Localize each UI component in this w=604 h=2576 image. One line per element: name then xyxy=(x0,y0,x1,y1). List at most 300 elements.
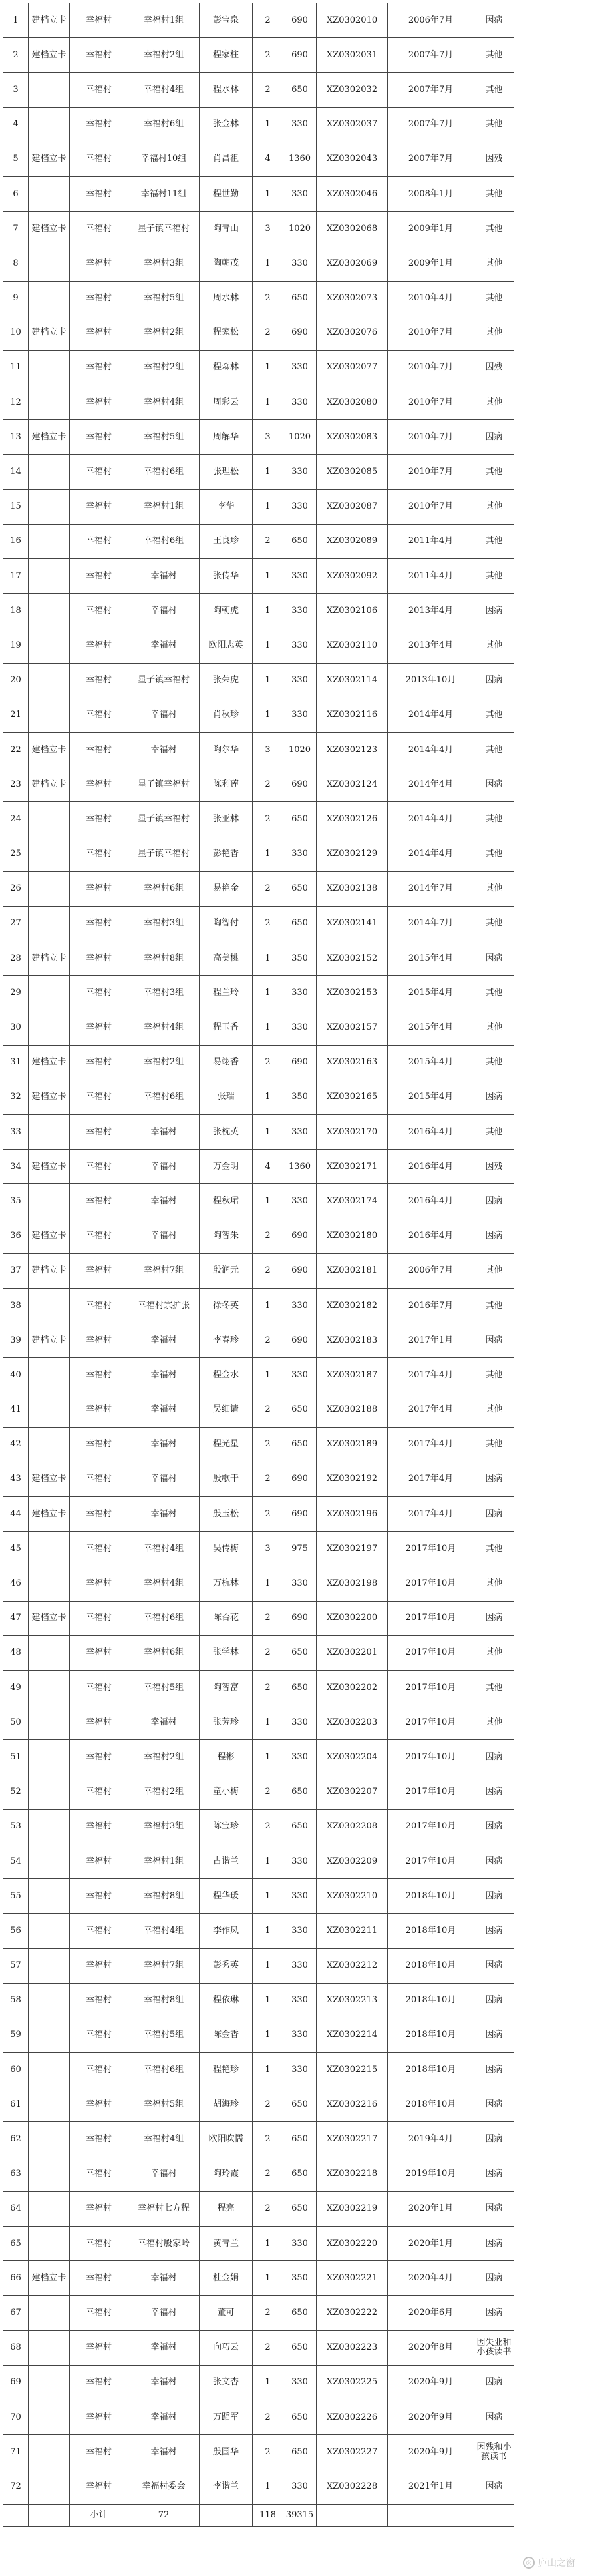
row-date: 2014年4月 xyxy=(388,698,474,732)
row-reason: 因病 xyxy=(474,1983,514,2018)
row-reason: 因病 xyxy=(474,1948,514,1983)
row-group: 幸福村 xyxy=(128,1115,200,1150)
row-reason: 因病 xyxy=(474,2365,514,2400)
row-village: 幸福村 xyxy=(70,38,128,73)
row-group: 幸福村8组 xyxy=(128,1983,200,2018)
row-category: 建档立卡 xyxy=(29,1150,70,1184)
row-id: XZ0302152 xyxy=(317,941,388,976)
table-row xyxy=(3,698,514,732)
row-name: 张亚林 xyxy=(200,802,253,837)
row-people: 3 xyxy=(253,1532,283,1566)
row-amount: 690 xyxy=(283,1045,317,1080)
row-name: 吴细请 xyxy=(200,1393,253,1427)
row-date: 2010年7月 xyxy=(388,455,474,489)
row-village: 幸福村 xyxy=(70,142,128,176)
row-reason: 其他 xyxy=(474,281,514,316)
row-date: 2016年4月 xyxy=(388,1150,474,1184)
row-name: 高美桃 xyxy=(200,941,253,976)
row-index: 12 xyxy=(3,385,29,420)
row-index: 14 xyxy=(3,455,29,489)
row-reason: 其他 xyxy=(474,385,514,420)
row-date: 2017年4月 xyxy=(388,1393,474,1427)
row-group: 幸福村 xyxy=(128,628,200,663)
row-village: 幸福村 xyxy=(70,732,128,767)
row-group: 星子镇幸福村 xyxy=(128,767,200,802)
row-group: 幸福村6组 xyxy=(128,1080,200,1114)
row-group: 幸福村5组 xyxy=(128,2087,200,2122)
row-index: 33 xyxy=(3,1115,29,1150)
row-group: 幸福村10组 xyxy=(128,142,200,176)
row-name: 童小梅 xyxy=(200,1775,253,1809)
row-group: 幸福村 xyxy=(128,594,200,628)
row-village: 幸福村 xyxy=(70,212,128,246)
table-row xyxy=(3,871,514,906)
row-people: 2 xyxy=(253,1427,283,1462)
row-people: 3 xyxy=(253,420,283,455)
row-amount: 690 xyxy=(283,38,317,73)
table-row xyxy=(3,906,514,941)
row-reason: 因残 xyxy=(474,142,514,176)
row-date: 2017年4月 xyxy=(388,1427,474,1462)
row-id: XZ0302182 xyxy=(317,1288,388,1323)
row-reason: 因病 xyxy=(474,2122,514,2157)
row-reason: 因病 xyxy=(474,2469,514,2504)
table-row xyxy=(3,2191,514,2226)
row-date: 2014年4月 xyxy=(388,802,474,837)
row-name: 张理松 xyxy=(200,455,253,489)
row-name: 彭艳香 xyxy=(200,837,253,871)
table-row xyxy=(3,1184,514,1219)
row-reason: 其他 xyxy=(474,1532,514,1566)
row-amount: 1360 xyxy=(283,1150,317,1184)
row-people: 2 xyxy=(253,1635,283,1670)
row-index: 29 xyxy=(3,976,29,1010)
row-village: 幸福村 xyxy=(70,976,128,1010)
row-category xyxy=(29,628,70,663)
row-id: XZ0302215 xyxy=(317,2053,388,2087)
row-amount: 330 xyxy=(283,1879,317,1914)
row-category xyxy=(29,976,70,1010)
row-name: 殷歌干 xyxy=(200,1462,253,1496)
row-name: 程世勤 xyxy=(200,176,253,211)
row-name: 殷润元 xyxy=(200,1253,253,1288)
row-village: 幸福村 xyxy=(70,2435,128,2469)
row-group: 幸福村 xyxy=(128,1462,200,1496)
row-index: 5 xyxy=(3,142,29,176)
row-date: 2021年1月 xyxy=(388,2469,474,2504)
row-date: 2010年7月 xyxy=(388,316,474,350)
row-id: XZ0302189 xyxy=(317,1427,388,1462)
row-date: 2013年4月 xyxy=(388,594,474,628)
row-reason: 因病 xyxy=(474,1740,514,1775)
row-category: 建档立卡 xyxy=(29,3,70,38)
row-id: XZ0302212 xyxy=(317,1948,388,1983)
row-reason: 因病 xyxy=(474,3,514,38)
relief-roster-sheet xyxy=(3,3,514,2527)
row-village: 幸福村 xyxy=(70,1740,128,1775)
row-index: 60 xyxy=(3,2053,29,2087)
row-index: 15 xyxy=(3,489,29,524)
row-village: 幸福村 xyxy=(70,2296,128,2330)
table-row xyxy=(3,212,514,246)
subtotal-cell-id xyxy=(317,2504,388,2526)
table-row xyxy=(3,1809,514,1844)
row-id: XZ0302114 xyxy=(317,663,388,698)
row-date: 2010年7月 xyxy=(388,350,474,385)
row-group: 幸福村6组 xyxy=(128,2053,200,2087)
row-amount: 330 xyxy=(283,2227,317,2261)
row-index: 59 xyxy=(3,2018,29,2052)
row-village: 幸福村 xyxy=(70,2261,128,2296)
row-id: XZ0302171 xyxy=(317,1150,388,1184)
row-id: XZ0302216 xyxy=(317,2087,388,2122)
row-amount: 330 xyxy=(283,1705,317,1740)
row-people: 2 xyxy=(253,2296,283,2330)
row-village: 幸福村 xyxy=(70,1150,128,1184)
row-category xyxy=(29,2191,70,2226)
table-row xyxy=(3,1253,514,1288)
row-name: 向巧云 xyxy=(200,2330,253,2365)
row-village: 幸福村 xyxy=(70,1948,128,1983)
row-village: 幸福村 xyxy=(70,1635,128,1670)
table-row xyxy=(3,2469,514,2504)
row-name: 万金明 xyxy=(200,1150,253,1184)
row-name: 程亮 xyxy=(200,2191,253,2226)
row-amount: 975 xyxy=(283,1532,317,1566)
table-row xyxy=(3,3,514,38)
row-index: 44 xyxy=(3,1497,29,1532)
row-index: 16 xyxy=(3,524,29,558)
row-amount: 650 xyxy=(283,73,317,107)
table-row xyxy=(3,2087,514,2122)
row-village: 幸福村 xyxy=(70,837,128,871)
row-id: XZ0302183 xyxy=(317,1323,388,1358)
row-name: 易艳金 xyxy=(200,871,253,906)
row-id: XZ0302227 xyxy=(317,2435,388,2469)
row-date: 2014年4月 xyxy=(388,767,474,802)
row-category xyxy=(29,1393,70,1427)
row-village: 幸福村 xyxy=(70,385,128,420)
row-amount: 330 xyxy=(283,350,317,385)
row-reason: 因病 xyxy=(474,2087,514,2122)
row-village: 幸福村 xyxy=(70,1288,128,1323)
row-people: 1 xyxy=(253,1288,283,1323)
row-reason: 因病 xyxy=(474,1601,514,1635)
row-id: XZ0302032 xyxy=(317,73,388,107)
row-people: 1 xyxy=(253,1080,283,1114)
row-name: 程艳珍 xyxy=(200,2053,253,2087)
row-name: 陶朝茂 xyxy=(200,246,253,281)
row-id: XZ0302226 xyxy=(317,2400,388,2434)
row-people: 1 xyxy=(253,2227,283,2261)
row-amount: 330 xyxy=(283,628,317,663)
row-name: 张瑞 xyxy=(200,1080,253,1114)
row-amount: 330 xyxy=(283,1566,317,1601)
row-name: 程彬 xyxy=(200,1740,253,1775)
row-group: 幸福村4组 xyxy=(128,1010,200,1045)
row-reason: 因病 xyxy=(474,2191,514,2226)
table-row xyxy=(3,1323,514,1358)
row-name: 徐冬英 xyxy=(200,1288,253,1323)
row-index: 19 xyxy=(3,628,29,663)
row-people: 2 xyxy=(253,1601,283,1635)
row-category xyxy=(29,1635,70,1670)
row-date: 2019年4月 xyxy=(388,2122,474,2157)
table-row xyxy=(3,2261,514,2296)
table-row xyxy=(3,1497,514,1532)
row-people: 2 xyxy=(253,2087,283,2122)
row-people: 2 xyxy=(253,1809,283,1844)
subtotal-households: 72 xyxy=(128,2504,200,2526)
row-people: 1 xyxy=(253,663,283,698)
row-category xyxy=(29,2365,70,2400)
row-people: 1 xyxy=(253,2261,283,2296)
row-name: 彭宝泉 xyxy=(200,3,253,38)
row-group: 幸福村 xyxy=(128,2296,200,2330)
row-people: 2 xyxy=(253,281,283,316)
row-date: 2011年4月 xyxy=(388,559,474,594)
row-village: 幸福村 xyxy=(70,1983,128,2018)
table-row xyxy=(3,2227,514,2261)
source-watermark xyxy=(523,2555,575,2571)
row-id: XZ0302204 xyxy=(317,1740,388,1775)
row-id: XZ0302126 xyxy=(317,802,388,837)
row-category: 建档立卡 xyxy=(29,1080,70,1114)
row-id: XZ0302073 xyxy=(317,281,388,316)
row-category: 建档立卡 xyxy=(29,2261,70,2296)
table-row xyxy=(3,246,514,281)
row-amount: 330 xyxy=(283,455,317,489)
row-category xyxy=(29,1844,70,1878)
row-index: 8 xyxy=(3,246,29,281)
row-group: 幸福村5组 xyxy=(128,2018,200,2052)
row-amount: 650 xyxy=(283,1671,317,1705)
row-amount: 330 xyxy=(283,1358,317,1393)
row-index: 58 xyxy=(3,1983,29,2018)
row-index: 72 xyxy=(3,2469,29,2504)
row-date: 2017年10月 xyxy=(388,1635,474,1670)
row-people: 2 xyxy=(253,2122,283,2157)
row-id: XZ0302181 xyxy=(317,1253,388,1288)
row-name: 程家柱 xyxy=(200,38,253,73)
row-id: XZ0302228 xyxy=(317,2469,388,2504)
row-reason: 因病 xyxy=(474,1184,514,1219)
row-date: 2006年7月 xyxy=(388,3,474,38)
row-date: 2014年4月 xyxy=(388,732,474,767)
row-category: 建档立卡 xyxy=(29,732,70,767)
row-category: 建档立卡 xyxy=(29,1219,70,1253)
row-people: 1 xyxy=(253,1879,283,1914)
table-row xyxy=(3,1219,514,1253)
row-id: XZ0302141 xyxy=(317,906,388,941)
table-row xyxy=(3,1948,514,1983)
row-amount: 1020 xyxy=(283,212,317,246)
row-village: 幸福村 xyxy=(70,2365,128,2400)
table-row xyxy=(3,767,514,802)
row-reason: 其他 xyxy=(474,1635,514,1670)
row-people: 1 xyxy=(253,107,283,142)
row-name: 陈金香 xyxy=(200,2018,253,2052)
row-group: 幸福村委会 xyxy=(128,2469,200,2504)
row-category xyxy=(29,1914,70,1948)
row-category xyxy=(29,559,70,594)
table-row xyxy=(3,1393,514,1427)
row-category xyxy=(29,107,70,142)
row-reason: 其他 xyxy=(474,1288,514,1323)
row-category xyxy=(29,2018,70,2052)
row-people: 1 xyxy=(253,698,283,732)
row-index: 28 xyxy=(3,941,29,976)
row-people: 1 xyxy=(253,350,283,385)
table-row xyxy=(3,1462,514,1496)
row-village: 幸福村 xyxy=(70,1671,128,1705)
table-row xyxy=(3,350,514,385)
table-row xyxy=(3,1288,514,1323)
row-village: 幸福村 xyxy=(70,1914,128,1948)
row-index: 13 xyxy=(3,420,29,455)
table-row xyxy=(3,663,514,698)
row-people: 1 xyxy=(253,1115,283,1150)
row-id: XZ0302092 xyxy=(317,559,388,594)
row-people: 2 xyxy=(253,767,283,802)
row-village: 幸福村 xyxy=(70,489,128,524)
row-village: 幸福村 xyxy=(70,1080,128,1114)
row-category: 建档立卡 xyxy=(29,1497,70,1532)
row-people: 2 xyxy=(253,1045,283,1080)
row-village: 幸福村 xyxy=(70,1393,128,1427)
row-reason: 其他 xyxy=(474,455,514,489)
table-row xyxy=(3,941,514,976)
row-group: 幸福村11组 xyxy=(128,176,200,211)
subtotal-cell-reason xyxy=(474,2504,514,2526)
row-amount: 650 xyxy=(283,1775,317,1809)
row-people: 1 xyxy=(253,594,283,628)
row-people: 2 xyxy=(253,1462,283,1496)
row-amount: 330 xyxy=(283,698,317,732)
row-date: 2016年4月 xyxy=(388,1219,474,1253)
subtotal-cell-date xyxy=(388,2504,474,2526)
row-date: 2015年4月 xyxy=(388,1080,474,1114)
row-reason: 因病 xyxy=(474,2157,514,2191)
row-date: 2017年10月 xyxy=(388,1566,474,1601)
row-amount: 330 xyxy=(283,976,317,1010)
row-index: 39 xyxy=(3,1323,29,1358)
row-name: 王良珍 xyxy=(200,524,253,558)
table-row xyxy=(3,1601,514,1635)
row-village: 幸福村 xyxy=(70,1844,128,1878)
row-id: XZ0302089 xyxy=(317,524,388,558)
row-name: 张文杏 xyxy=(200,2365,253,2400)
row-id: XZ0302110 xyxy=(317,628,388,663)
row-date: 2017年10月 xyxy=(388,1844,474,1878)
row-village: 幸福村 xyxy=(70,698,128,732)
row-village: 幸福村 xyxy=(70,350,128,385)
row-village: 幸福村 xyxy=(70,2227,128,2261)
row-reason: 其他 xyxy=(474,698,514,732)
row-date: 2020年8月 xyxy=(388,2330,474,2365)
table-row xyxy=(3,594,514,628)
row-name: 程依琳 xyxy=(200,1983,253,2018)
row-group: 幸福村3组 xyxy=(128,906,200,941)
row-group: 幸福村 xyxy=(128,1393,200,1427)
row-group: 幸福村7组 xyxy=(128,1253,200,1288)
row-category xyxy=(29,2087,70,2122)
row-amount: 650 xyxy=(283,281,317,316)
row-people: 1 xyxy=(253,1566,283,1601)
row-group: 幸福村 xyxy=(128,1497,200,1532)
row-reason: 因病 xyxy=(474,594,514,628)
row-id: XZ0302068 xyxy=(317,212,388,246)
row-group: 幸福村 xyxy=(128,1323,200,1358)
row-category xyxy=(29,1809,70,1844)
row-category xyxy=(29,1948,70,1983)
row-index: 43 xyxy=(3,1462,29,1496)
row-index: 6 xyxy=(3,176,29,211)
row-amount: 330 xyxy=(283,1914,317,1948)
row-amount: 690 xyxy=(283,1601,317,1635)
row-people: 1 xyxy=(253,941,283,976)
row-people: 1 xyxy=(253,1358,283,1393)
row-people: 1 xyxy=(253,2018,283,2052)
table-row xyxy=(3,489,514,524)
row-date: 2007年7月 xyxy=(388,107,474,142)
row-category xyxy=(29,2053,70,2087)
row-name: 欧阳吹懦 xyxy=(200,2122,253,2157)
row-group: 幸福村 xyxy=(128,1427,200,1462)
row-category: 建档立卡 xyxy=(29,767,70,802)
row-date: 2020年1月 xyxy=(388,2227,474,2261)
row-village: 幸福村 xyxy=(70,906,128,941)
row-group: 幸福村4组 xyxy=(128,1532,200,1566)
row-date: 2017年10月 xyxy=(388,1671,474,1705)
row-index: 67 xyxy=(3,2296,29,2330)
row-category xyxy=(29,594,70,628)
row-id: XZ0302218 xyxy=(317,2157,388,2191)
row-category xyxy=(29,1427,70,1462)
row-reason: 因残 xyxy=(474,1150,514,1184)
row-id: XZ0302197 xyxy=(317,1532,388,1566)
row-id: XZ0302217 xyxy=(317,2122,388,2157)
row-date: 2009年1月 xyxy=(388,246,474,281)
subtotal-people: 118 xyxy=(253,2504,283,2526)
row-amount: 650 xyxy=(283,871,317,906)
row-name: 李华 xyxy=(200,489,253,524)
row-village: 幸福村 xyxy=(70,1462,128,1496)
row-reason: 因病 xyxy=(474,1844,514,1878)
row-people: 1 xyxy=(253,2469,283,2504)
row-village: 幸福村 xyxy=(70,246,128,281)
row-reason: 其他 xyxy=(474,1045,514,1080)
row-date: 2018年10月 xyxy=(388,1914,474,1948)
row-reason: 其他 xyxy=(474,628,514,663)
row-reason: 其他 xyxy=(474,1671,514,1705)
row-people: 1 xyxy=(253,976,283,1010)
row-id: XZ0302163 xyxy=(317,1045,388,1080)
row-village: 幸福村 xyxy=(70,559,128,594)
row-people: 1 xyxy=(253,1844,283,1878)
row-reason: 其他 xyxy=(474,107,514,142)
row-id: XZ0302211 xyxy=(317,1914,388,1948)
row-id: XZ0302076 xyxy=(317,316,388,350)
row-group: 幸福村6组 xyxy=(128,455,200,489)
row-amount: 690 xyxy=(283,1462,317,1496)
row-date: 2015年4月 xyxy=(388,976,474,1010)
row-index: 36 xyxy=(3,1219,29,1253)
relief-roster-table xyxy=(3,3,514,2527)
row-group: 幸福村殷家岭 xyxy=(128,2227,200,2261)
row-date: 2019年10月 xyxy=(388,2157,474,2191)
row-amount: 330 xyxy=(283,559,317,594)
